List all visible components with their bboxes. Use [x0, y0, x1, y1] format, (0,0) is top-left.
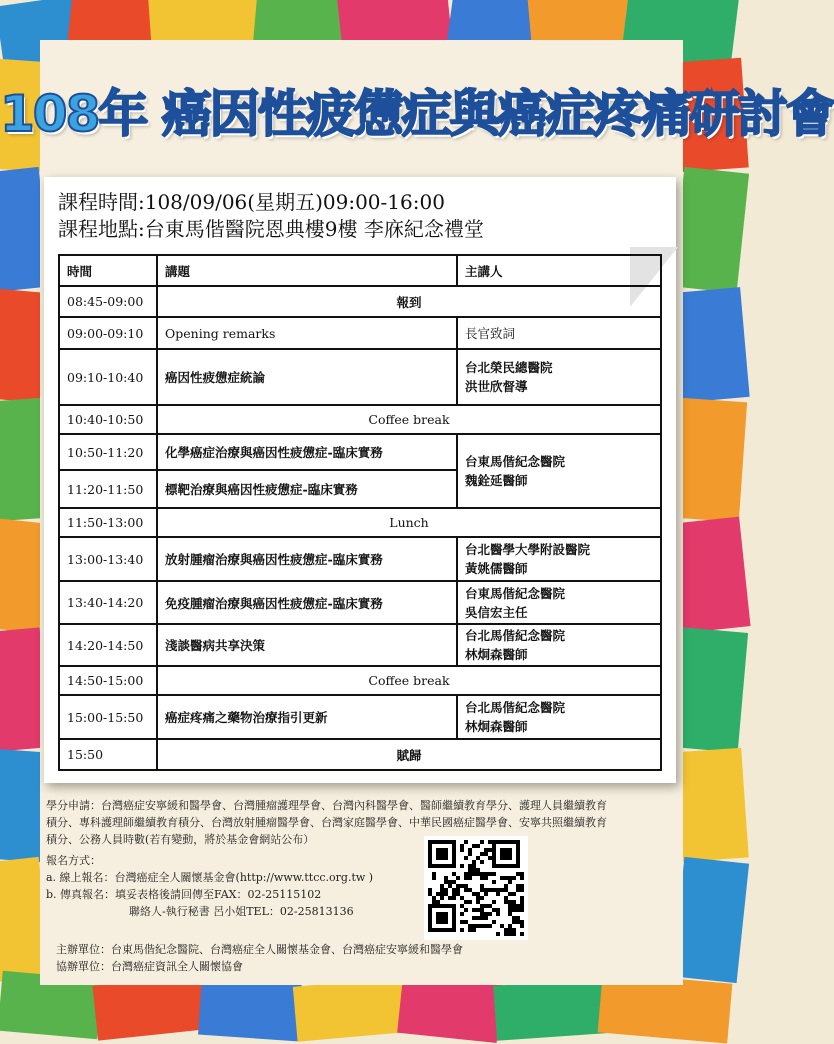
- row-speaker: [457, 349, 661, 405]
- title-area: [0, 74, 834, 146]
- row-speaker: [457, 434, 661, 508]
- row-topic: 癌症疼痛之藥物治療指引更新: [157, 695, 457, 739]
- row-speaker: [457, 537, 661, 581]
- table-row: [59, 286, 661, 317]
- schedule-table: [58, 254, 662, 771]
- row-time: 10:50-11:20: [59, 434, 157, 470]
- table-row: [59, 317, 661, 349]
- table-row: [59, 695, 661, 739]
- organizers-section: [56, 941, 463, 975]
- table-header-row: [59, 255, 661, 286]
- row-speaker: [457, 695, 661, 739]
- row-topic: 化學癌症治療與癌因性疲憊症-臨床實務: [157, 434, 457, 470]
- row-topic: 癌因性疲憊症統論: [157, 349, 457, 405]
- row-time: 09:10-10:40: [59, 349, 157, 405]
- row-span: 賦歸: [157, 739, 661, 770]
- table-row: [59, 434, 661, 470]
- registration-heading: 報名方式：: [46, 854, 101, 867]
- credits-line-1: 學分申請：台灣癌症安寧緩和醫學會、台灣腫瘤護理學會、台灣內科醫學會、醫師繼續教育學分、護理人員繼續教育: [46, 799, 607, 812]
- row-time: 10:40-10:50: [59, 405, 157, 434]
- row-topic: 免疫腫瘤治療與癌因性疲憊症-臨床實務: [157, 581, 457, 624]
- table-row: [59, 537, 661, 581]
- co-organizers: 協辦單位：台灣癌症資訊全人關懷協會: [56, 960, 243, 973]
- row-time: 11:20-11:50: [59, 470, 157, 508]
- speaker-hospital: 台東馬偕紀念醫院: [465, 454, 566, 469]
- row-time: 15:50: [59, 739, 157, 770]
- row-time: 13:40-14:20: [59, 581, 157, 624]
- qr-code-graphic: [428, 840, 524, 936]
- row-span: Coffee break: [157, 405, 661, 434]
- table-row: [59, 405, 661, 434]
- speaker-hospital: 台東馬偕紀念醫院: [465, 585, 566, 601]
- row-topic: 淺談醫病共享決策: [157, 624, 457, 666]
- header-speaker: 主講人: [457, 255, 661, 286]
- table-row: [59, 508, 661, 537]
- registration-fax: b. 傳真報名：填妥表格後請回傳至FAX：02-25115102: [46, 888, 322, 901]
- table-row: [59, 581, 661, 624]
- header-topic: 講題: [157, 255, 457, 286]
- credits-line-3: 積分、公務人員時數(若有變動，將於基金會網站公布）: [46, 833, 315, 846]
- row-span: Lunch: [157, 508, 661, 537]
- speaker-name: 林炯森醫師: [465, 647, 528, 662]
- registration-section: [46, 852, 373, 920]
- speaker-hospital: 台北榮民總醫院: [465, 360, 553, 375]
- speaker-hospital: 台北馬偕紀念醫院: [465, 700, 566, 715]
- speaker-name: 洪世欣督導: [465, 379, 528, 394]
- speaker-name: 林炯森醫師: [465, 719, 528, 734]
- header-time: 時間: [59, 255, 157, 286]
- course-place: 課程地點:台東馬偕醫院恩典樓9樓 李庥紀念禮堂: [58, 217, 484, 241]
- table-row: [59, 624, 661, 666]
- speaker-name: 黃姚儒醫師: [465, 561, 528, 576]
- speaker-name: 吳信宏主任: [465, 604, 528, 620]
- row-time: 13:00-13:40: [59, 537, 157, 581]
- row-time: 11:50-13:00: [59, 508, 157, 537]
- row-span: Coffee break: [157, 666, 661, 695]
- speaker-name: 魏銓延醫師: [465, 473, 528, 488]
- row-time: 14:50-15:00: [59, 666, 157, 695]
- row-span: 報到: [157, 286, 661, 317]
- row-time: 09:00-09:10: [59, 317, 157, 349]
- host-organizers: 主辦單位：台東馬偕紀念醫院、台灣癌症全人關懷基金會、台灣癌症安寧緩和醫學會: [56, 943, 463, 956]
- table-row: [59, 739, 661, 770]
- row-speaker: 長官致詞: [457, 317, 661, 349]
- row-time: 15:00-15:50: [59, 695, 157, 739]
- registration-contact: 聯絡人-執行秘書 呂小姐TEL：02-25813136: [129, 905, 354, 918]
- table-row: [59, 349, 661, 405]
- speaker-hospital: 台北醫學大學附設醫院: [465, 542, 591, 557]
- registration-online: a. 線上報名：台灣癌症全人關懷基金會(http://www.ttcc.org.tw ): [46, 871, 374, 884]
- credits-section: [46, 797, 690, 848]
- qr-code-icon[interactable]: [424, 836, 528, 940]
- course-info: [58, 189, 484, 243]
- row-topic: 標靶治療與癌因性疲憊症-臨床實務: [157, 470, 457, 508]
- row-speaker: [457, 624, 661, 666]
- course-time: 課程時間:108/09/06(星期五)09:00-16:00: [58, 190, 445, 214]
- speaker-hospital: 台北馬偕紀念醫院: [465, 628, 566, 643]
- schedule-sheet: [44, 177, 676, 783]
- row-topic: Opening remarks: [157, 317, 457, 349]
- row-time: 14:20-14:50: [59, 624, 157, 666]
- row-speaker: [457, 581, 661, 624]
- table-row: [59, 666, 661, 695]
- row-time: 08:45-09:00: [59, 286, 157, 317]
- credits-line-2: 積分、專科護理師繼續教育積分、台灣放射腫瘤醫學會、台灣家庭醫學會、中華民國癌症醫學會、安寧共照繼續教育: [46, 816, 607, 829]
- page-title: 108年 癌因性疲憊症與癌症疼痛研討會: [0, 85, 834, 143]
- row-topic: 放射腫瘤治療與癌因性疲憊症-臨床實務: [157, 537, 457, 581]
